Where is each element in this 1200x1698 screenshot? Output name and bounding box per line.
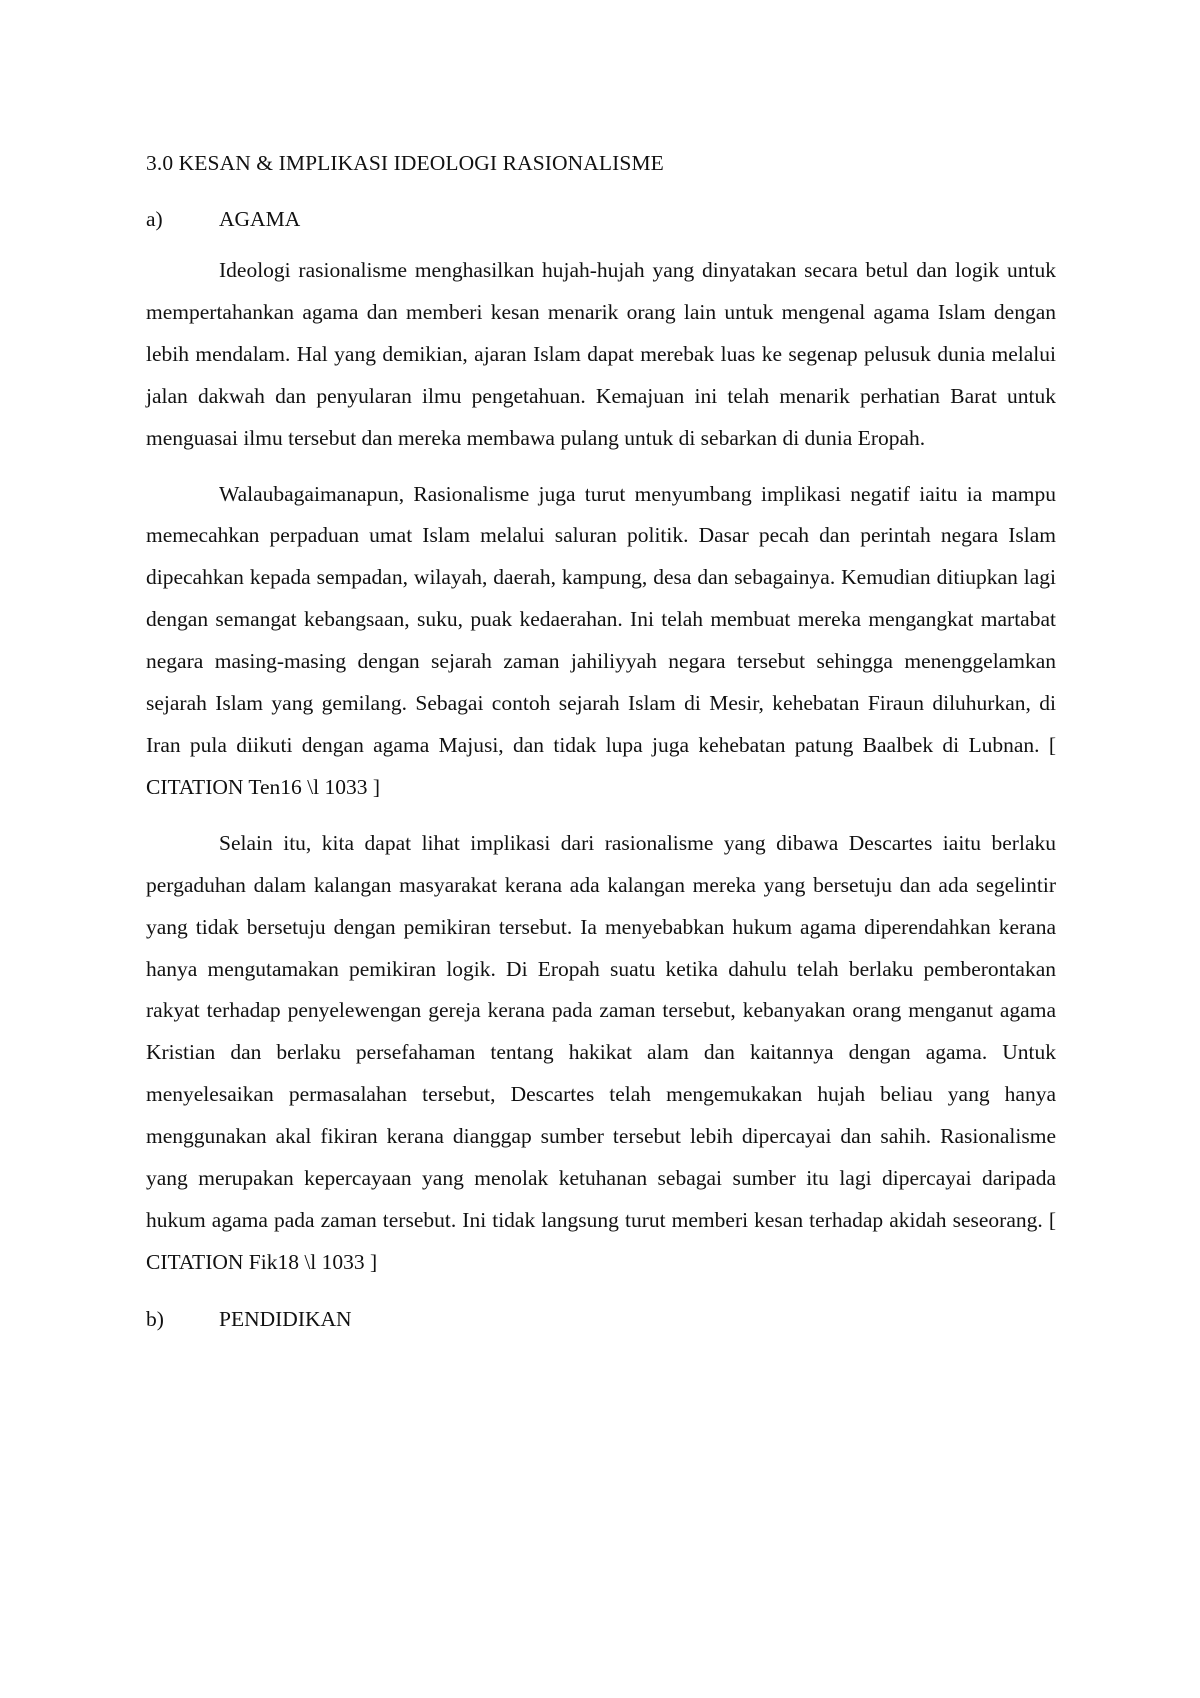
section-title: PENDIDIKAN [219, 1306, 352, 1331]
section-marker: a) [146, 207, 163, 231]
section-title: AGAMA [219, 207, 301, 231]
paragraph: Walaubagaimanapun, Rasionalisme juga turut menyumbang implikasi negatif iaitu ia mampu memecahkan perpaduan umat Islam melalui saluran politik. Dasar pecah dan perintah negara Islam dipecahkan kepada sempadan, wilayah, daerah, kampung, desa dan sebagainya. Kemudian ditiupkan lagi dengan semangat kebangsaan, suku, puak kedaerahan. Ini telah membuat mereka mengangkat martabat negara masing-masing dengan sejarah zaman jahiliyyah negara tersebut sehingga menenggelamkan sejarah Islam yang gemilang. Sebagai contoh sejarah Islam di Mesir, kehebatan Firaun diluhurkan, di Iran pula diikuti dengan agama Majusi, dan tidak lupa juga kehebatan patung Baalbek di Lubnan. [ CITATION Ten16 \l 1033 ] [146, 481, 1056, 799]
document-title: 3.0 KESAN & IMPLIKASI IDEOLOGI RASIONALISME [146, 151, 664, 175]
section-heading-agama [146, 198, 1056, 240]
document-body [146, 142, 1056, 1340]
section-marker: b) [146, 1306, 164, 1331]
paragraph: Selain itu, kita dapat lihat implikasi dari rasionalisme yang dibawa Descartes iaitu berlaku pergaduhan dalam kalangan masyarakat kerana ada kalangan mereka yang bersetuju dan ada segelintir yang tidak bersetuju dengan pemikiran tersebut. Ia menyebabkan hukum agama diperendahkan kerana hanya mengutamakan pemikiran logik. Di Eropah suatu ketika dahulu telah berlaku pemberontakan rakyat terhadap penyelewengan gereja kerana pada zaman tersebut, kebanyakan orang menganut agama Kristian dan berlaku persefahaman tentang hakikat alam dan kaitannya dengan agama. Untuk menyelesaikan permasalahan tersebut, Descartes telah mengemukakan hujah beliau yang hanya menggunakan akal fikiran kerana dianggap sumber tersebut lebih dipercayai dan sahih. Rasionalisme yang merupakan kepercayaan yang menolak ketuhanan sebagai sumber itu lagi dipercayai daripada hukum agama pada zaman tersebut. Ini tidak langsung turut memberi kesan terhadap akidah seseorang. [ CITATION Fik18 \l 1033 ] [146, 830, 1056, 1274]
section-heading-pendidikan [146, 1298, 1056, 1340]
paragraph: Ideologi rasionalisme menghasilkan hujah-hujah yang dinyatakan secara betul dan logik untuk mempertahankan agama dan memberi kesan menarik orang lain untuk mengenal agama Islam dengan lebih mendalam. Hal yang demikian, ajaran Islam dapat merebak luas ke segenap pelusuk dunia melalui jalan dakwah dan penyularan ilmu pengetahuan. Kemajuan ini telah menarik perhatian Barat untuk menguasai ilmu tersebut dan mereka membawa pulang untuk di sebarkan di dunia Eropah. [146, 258, 1056, 450]
